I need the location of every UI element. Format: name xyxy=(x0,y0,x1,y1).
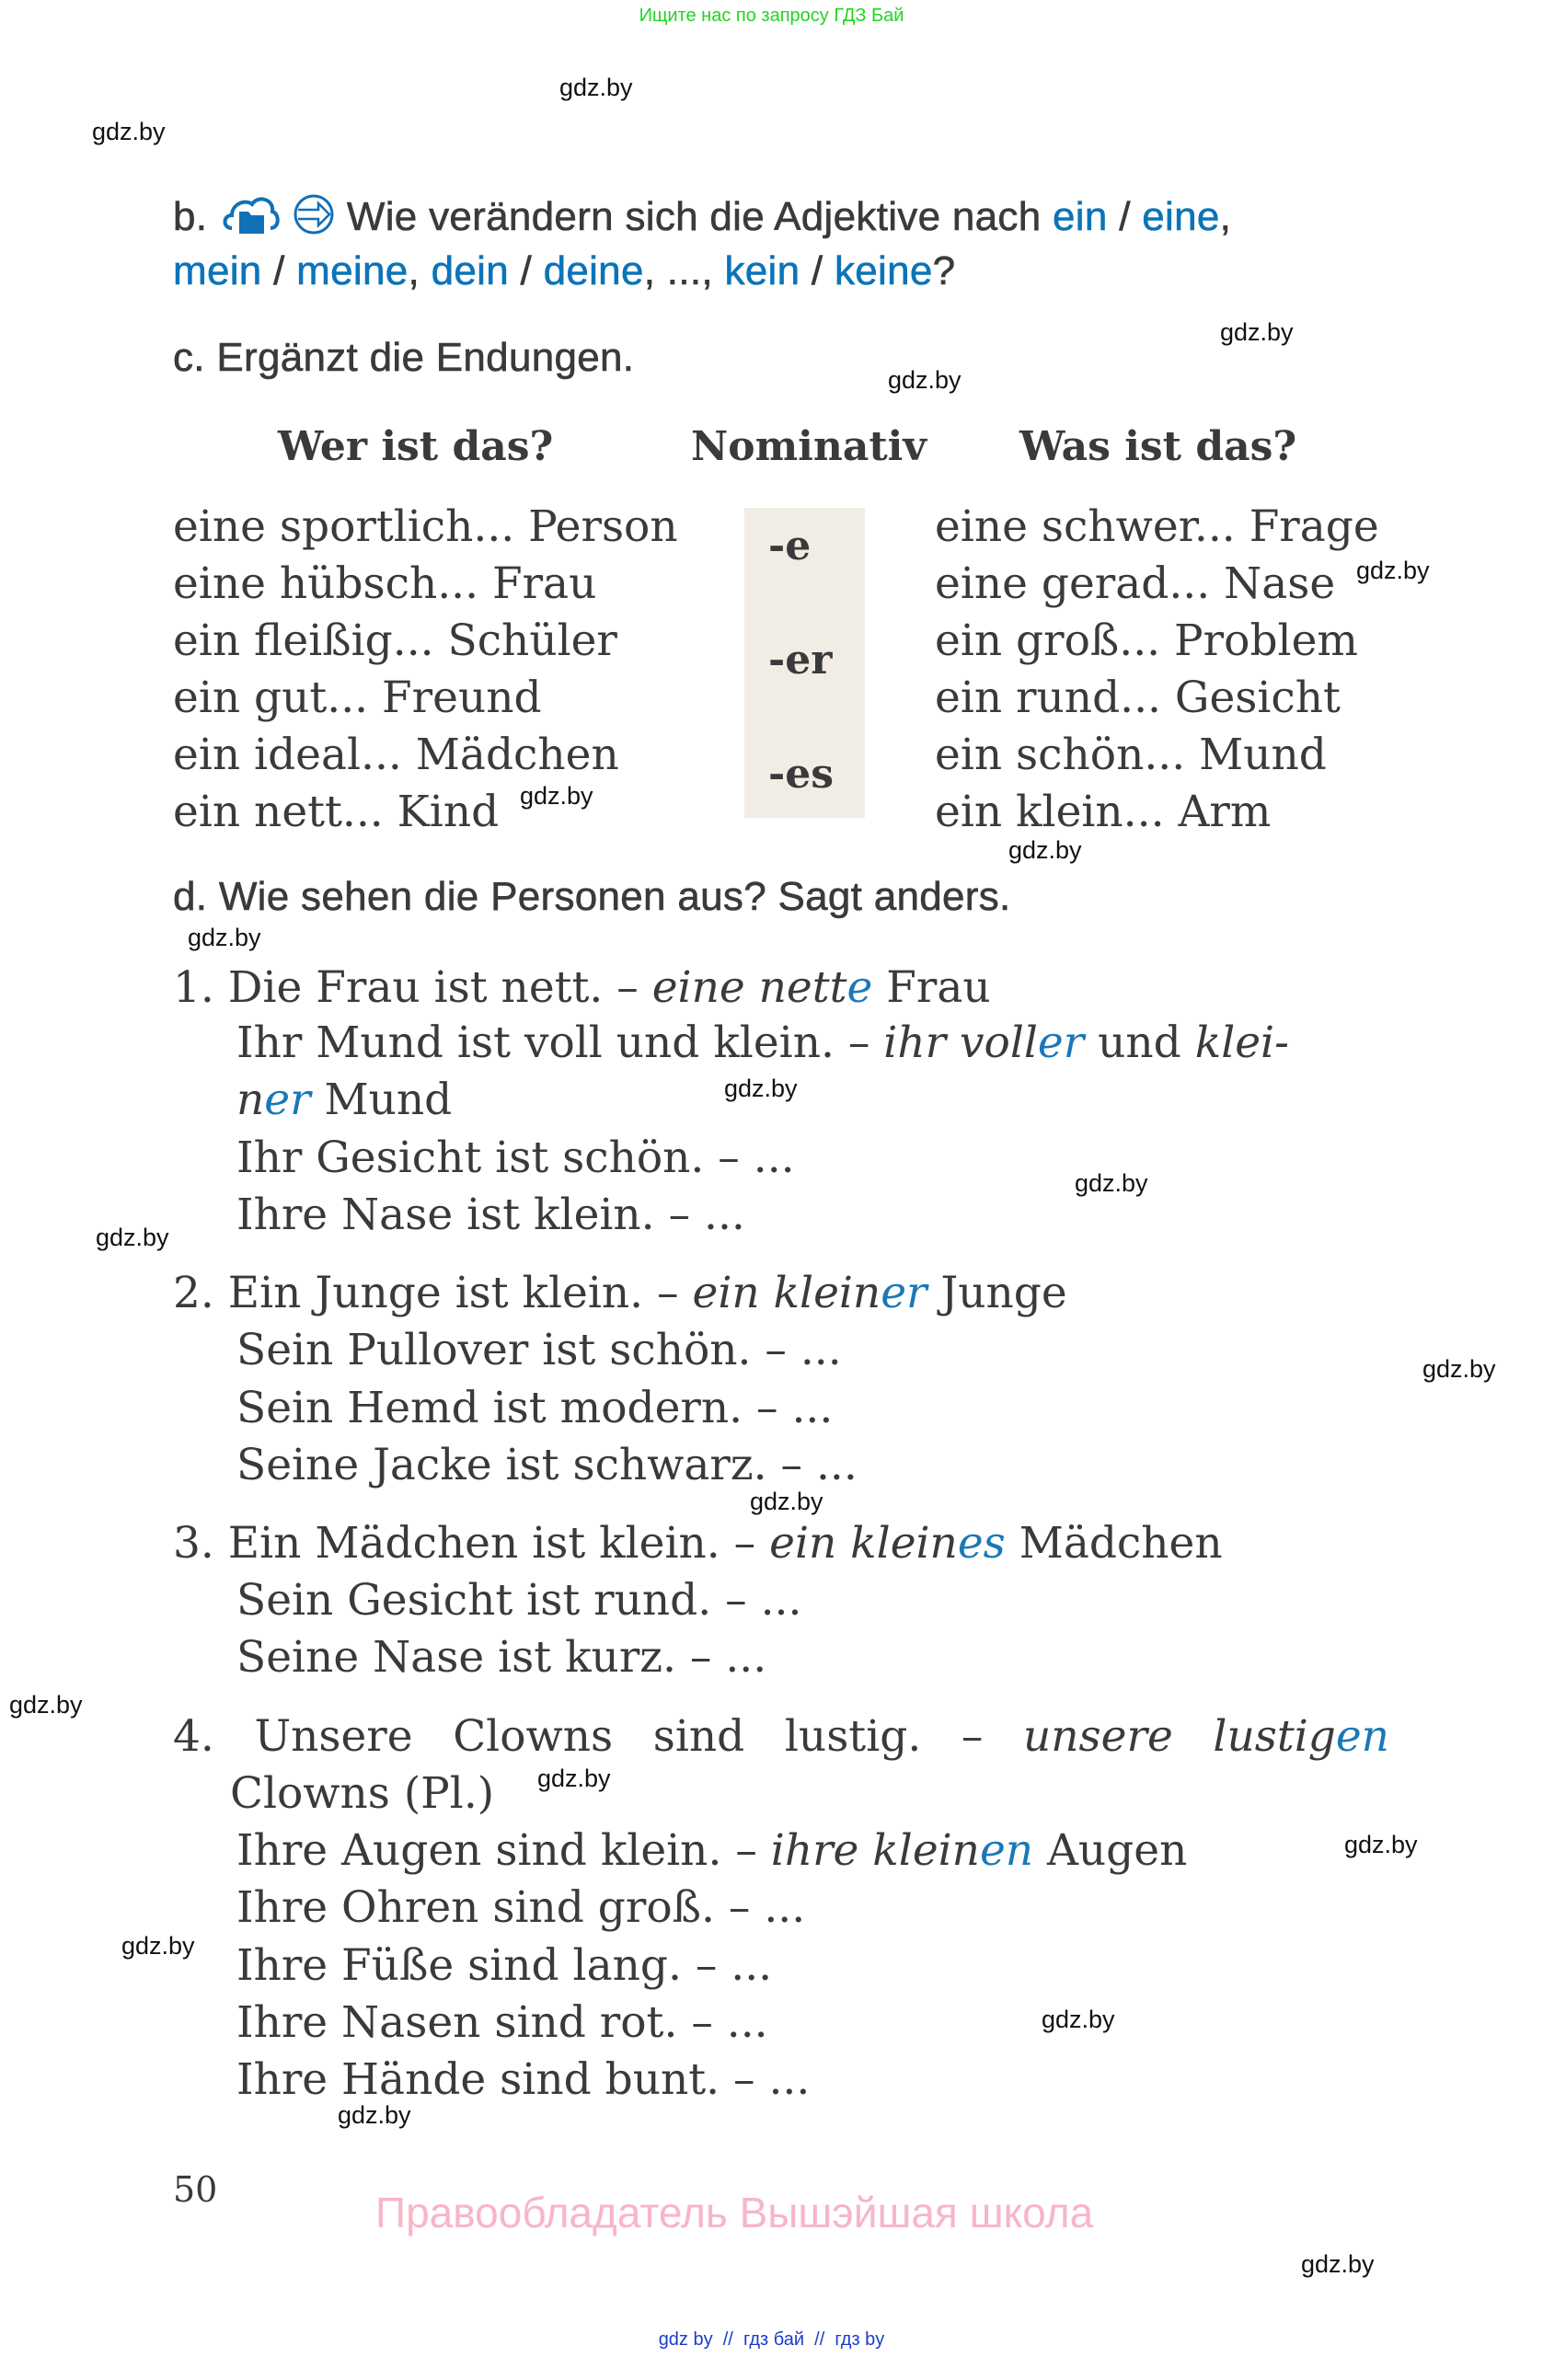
word: sind xyxy=(652,1711,745,1762)
comma: , xyxy=(1219,194,1232,240)
ending-highlight: en xyxy=(979,1825,1034,1876)
sentence: Die Frau ist nett. – xyxy=(227,962,652,1013)
watermark: gdz.by xyxy=(1356,557,1430,584)
right-row: eine schwer... Frage xyxy=(935,501,1379,552)
watermark: gdz.by xyxy=(1008,836,1082,864)
watermark: gdz.by xyxy=(1301,2250,1375,2278)
right-row: ein groß... Problem xyxy=(935,615,1358,666)
keyword-deine: deine xyxy=(543,248,644,293)
task-b-line2 xyxy=(173,248,955,294)
item-4-augen-line xyxy=(236,1825,1187,1876)
keyword-kein: kein xyxy=(724,248,800,293)
example-answer: ihre klein xyxy=(770,1825,980,1876)
right-row: ein klein... Arm xyxy=(935,787,1272,837)
slash: / xyxy=(811,248,823,293)
example-answer: ein klein xyxy=(692,1268,881,1318)
conjunction: und xyxy=(1084,1018,1195,1068)
keyword-dein: dein xyxy=(431,248,509,293)
task-b-question: Wie verändern sich die Adjektive nach xyxy=(346,194,1042,240)
item-number: 2. xyxy=(173,1268,214,1318)
exercise-line: Ihre Füße sind lang. – ... xyxy=(236,1940,773,1991)
arrow-circle-icon xyxy=(293,193,335,246)
footer-links[interactable]: gdz by // гдз бай // гдз by xyxy=(658,2329,885,2350)
watermark: gdz.by xyxy=(1075,1169,1148,1197)
sentence: Ein Junge ist klein. – xyxy=(227,1268,693,1318)
example-answer: unsere xyxy=(1023,1711,1173,1762)
exercise-line: Seine Nase ist kurz. – ... xyxy=(236,1632,767,1683)
item-number: 1. xyxy=(173,962,214,1013)
keyword-ein: ein xyxy=(1053,194,1108,240)
watermark: gdz.by xyxy=(750,1488,823,1515)
left-row: eine sportlich... Person xyxy=(173,501,678,552)
exercise-line: Ihre Hände sind bunt. – ... xyxy=(236,2054,811,2105)
left-row: ein nett... Kind xyxy=(173,787,500,837)
example-answer: ein klein xyxy=(769,1518,958,1569)
watermark: gdz.by xyxy=(92,118,166,145)
item-1-line xyxy=(173,962,991,1013)
item-number: 4. xyxy=(173,1711,214,1762)
left-row: ein ideal... Mädchen xyxy=(173,730,619,780)
watermark: gdz.by xyxy=(96,1224,169,1251)
item-3-line xyxy=(173,1518,1223,1569)
item-1-line2 xyxy=(236,1018,1289,1068)
exercise-line: Sein Gesicht ist rund. – ... xyxy=(236,1575,802,1626)
ending-es: -es xyxy=(768,751,835,798)
ending-er: -er xyxy=(768,637,833,684)
slash: / xyxy=(520,248,533,293)
exercise-line: Seine Jacke ist schwarz. – ... xyxy=(236,1440,858,1490)
watermark: gdz.by xyxy=(1220,318,1294,346)
watermark: gdz.by xyxy=(1422,1355,1496,1383)
watermark: gdz.by xyxy=(559,74,633,101)
header-was-ist-das: Was ist das? xyxy=(1019,423,1297,470)
noun: Mund xyxy=(310,1075,453,1125)
item-2-line xyxy=(173,1268,1067,1318)
task-b-letter: b. xyxy=(173,194,208,240)
question-mark: ? xyxy=(932,248,956,293)
ending-highlight: en xyxy=(1335,1711,1389,1762)
header-nominativ: Nominativ xyxy=(691,423,927,470)
exercise-line: Sein Pullover ist schön. – ... xyxy=(236,1325,842,1375)
page-number: 50 xyxy=(173,2169,218,2210)
watermark: gdz.by xyxy=(338,2101,411,2129)
noun: Mädchen xyxy=(1005,1518,1223,1569)
item-number: 3. xyxy=(173,1518,214,1569)
noun: Frau xyxy=(872,962,991,1013)
exercise-line: Ihre Nasen sind rot. – ... xyxy=(236,1997,768,2048)
example-answer: ihr voll xyxy=(883,1018,1038,1068)
slash: / xyxy=(273,248,285,293)
left-row: ein fleißig... Schüler xyxy=(173,615,617,666)
exercise-line: Ihr Gesicht ist schön. – ... xyxy=(236,1133,795,1183)
comma: , xyxy=(408,248,420,293)
watermark: gdz.by xyxy=(121,1932,195,1960)
task-b-line1 xyxy=(173,191,1231,247)
sentence: Ihr Mund ist voll und klein. – xyxy=(236,1018,884,1068)
ending-e: -e xyxy=(768,523,812,569)
top-banner: Ищите нас по запросу ГДЗ Бай xyxy=(639,6,904,26)
dash: – xyxy=(961,1711,984,1762)
watermark: gdz.by xyxy=(724,1075,798,1102)
watermark: gdz.by xyxy=(888,366,961,394)
ending-highlight: er xyxy=(881,1268,927,1318)
example-answer: eine nett xyxy=(651,962,847,1013)
word: Clowns xyxy=(453,1711,614,1762)
ending-highlight: es xyxy=(957,1518,1006,1569)
example-answer: lustig xyxy=(1213,1711,1336,1762)
slash: / xyxy=(1119,194,1131,240)
keyword-eine: eine xyxy=(1142,194,1220,240)
keyword-keine: keine xyxy=(834,248,933,293)
keyword-meine: meine xyxy=(296,248,409,293)
comma: , xyxy=(701,248,713,293)
left-row: ein gut... Freund xyxy=(173,673,542,723)
comma: , xyxy=(643,248,656,293)
watermark: gdz.by xyxy=(9,1691,83,1719)
sentence: Ein Mädchen ist klein. – xyxy=(227,1518,770,1569)
right-row: ein rund... Gesicht xyxy=(935,673,1341,723)
ending-highlight: e xyxy=(846,962,873,1013)
right-row: ein schön... Mund xyxy=(935,730,1327,780)
ending-highlight: er xyxy=(264,1075,311,1125)
example-answer: klei- xyxy=(1194,1018,1289,1068)
watermark: gdz.by xyxy=(520,782,593,810)
task-d-label: d. Wie sehen die Personen aus? Sagt anders. xyxy=(173,874,1011,919)
left-column xyxy=(173,499,678,841)
task-c-label: c. Ergänzt die Endungen. xyxy=(173,335,635,380)
item-4-line xyxy=(173,1711,1389,1762)
header-wer-ist-das: Wer ist das? xyxy=(278,423,554,470)
example-answer: n xyxy=(236,1075,265,1125)
word: Unsere xyxy=(254,1711,413,1762)
cloud-folder-icon xyxy=(219,191,282,247)
noun: Augen xyxy=(1033,1825,1188,1876)
watermark: gdz.by xyxy=(1042,2006,1115,2033)
copyright-notice: Правообладатель Вышэйшая школа xyxy=(375,2189,1094,2236)
watermark: gdz.by xyxy=(188,924,261,951)
item-1-line3 xyxy=(236,1075,452,1125)
word: lustig. xyxy=(784,1711,922,1762)
right-row: eine gerad... Nase xyxy=(935,558,1336,609)
right-column xyxy=(935,499,1379,841)
ellipsis: ... xyxy=(666,248,702,293)
exercise-line: Sein Hemd ist modern. – ... xyxy=(236,1383,834,1433)
keyword-mein: mein xyxy=(173,248,262,293)
exercise-line: Ihre Nase ist klein. – ... xyxy=(236,1190,745,1240)
watermark: gdz.by xyxy=(1344,1831,1418,1858)
exercise-line: Clowns (Pl.) xyxy=(230,1768,495,1819)
noun: Junge xyxy=(927,1268,1067,1318)
sentence: Ihre Augen sind klein. – xyxy=(236,1825,771,1876)
ending-highlight: er xyxy=(1037,1018,1085,1068)
left-row: eine hübsch... Frau xyxy=(173,558,597,609)
watermark: gdz.by xyxy=(537,1765,611,1792)
exercise-line: Ihre Ohren sind groß. – ... xyxy=(236,1882,806,1933)
